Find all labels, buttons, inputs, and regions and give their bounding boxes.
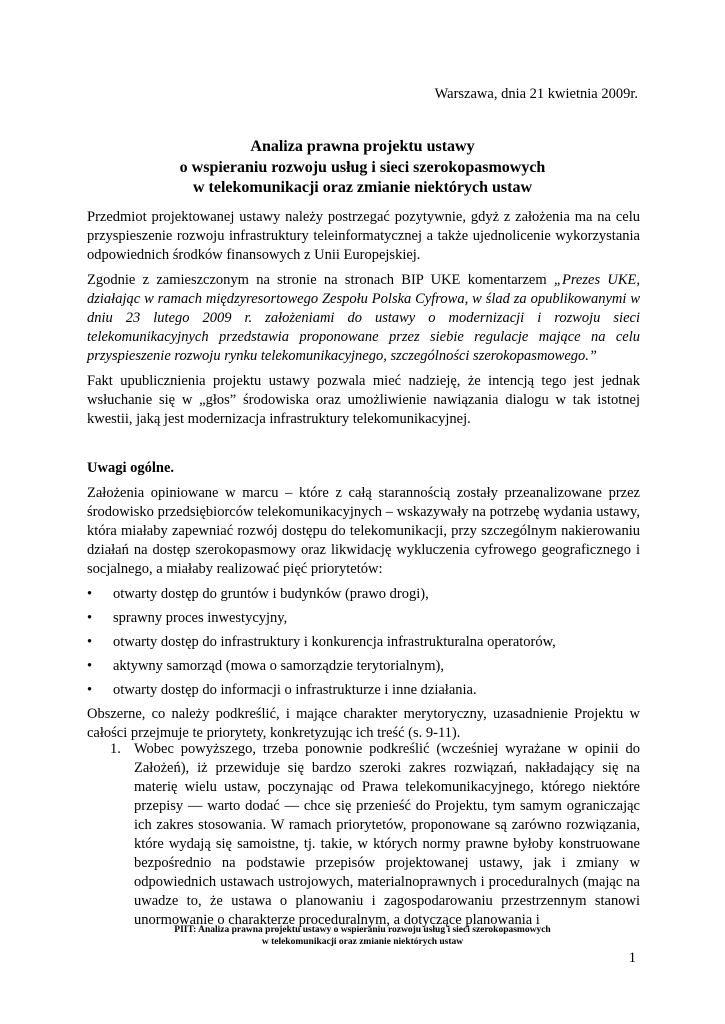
title-line-1: Analiza prawna projektu ustawy <box>250 138 475 155</box>
paragraph-assumptions: Założenia opiniowane w marcu – które z całą starannością zostały przeanalizowane przez środowisko przedsiębiorców telekomunikacyjnych – wskazywały na potrzebę wydania ustawy, która miałaby zapewniać rozwój dostępu do telekomunikacji, przy szczególnym nakierowaniu działań na dostęp szerokopasmowy oraz likwidację wykluczenia cyfrowego geograficznego i socjalnego, a miałaby realizować pięć priorytetów: <box>87 485 640 577</box>
title-line-3: w telekomunikacji oraz zmianie niektórych ustaw <box>192 179 533 196</box>
numbered-item-1 <box>110 740 640 930</box>
list-item: • sprawny proces inwestycyjny, <box>87 609 640 628</box>
footer-line-2: w telekomunikacji oraz zmianie niektórych ustaw <box>261 937 464 947</box>
title-line-2: o wspieraniu rozwoju usług i sieci szerokopasmowych <box>179 158 546 176</box>
uke-quote: „Prezes UKE, działając w ramach międzyresortowego Zespołu Polska Cyfrowa, w ślad za opublikowanymi w dniu 23 lutego 2009 r. założeniami do ustawy o modernizacji i rozwoju sieci telekomunikacyjnych przedstawia proponowane przez siebie regulacje mające na celu przyspieszenie rozwoju rynku telekomunikacyjnego, szczególności szerokopasmowego.” <box>87 272 641 364</box>
section-heading-general: Uwagi ogólne. <box>87 460 174 476</box>
paragraph-justification: Obszerne, co należy podkreślić, i mające charakter merytoryczny, uzasadnienie Projektu w całości przejmuje te priorytety, konkretyzując ich treść (s. 9-11). <box>87 706 640 741</box>
paragraph-intro: Przedmiot projektowanej ustawy należy postrzegać pozytywnie, gdyż z założenia ma na celu przyspieszenie rozwoju infrastruktury teleinformatycznej a także ujednolicenie wykorzystania odpowiednich środków finansowych z Unii Europejskiej. <box>87 209 640 263</box>
list-item: • otwarty dostęp do gruntów i budynków (prawo drogi), <box>87 585 640 604</box>
list-item: • otwarty dostęp do informacji o infrastrukturze i inne działania. <box>87 681 640 700</box>
page-footer <box>130 924 595 948</box>
paragraph-uke-lead: Zgodnie z zamieszczonym na stronie na stronach BIP UKE komentarzem <box>87 272 554 288</box>
document-date: Warszawa, dnia 21 kwietnia 2009r. <box>434 86 638 102</box>
document-title <box>84 137 641 199</box>
page-number: 1 <box>628 950 636 966</box>
document-body <box>87 208 640 749</box>
list-item: • aktywny samorząd (mowa o samorządzie terytorialnym), <box>87 657 640 676</box>
item-number: 1. <box>110 741 121 757</box>
list-item: • otwarty dostęp do infrastruktury i konkurencja infrastrukturalna operatorów, <box>87 633 640 652</box>
footer-line-1: PIIT: Analiza prawna projektu ustawy o wspieraniu rozwoju usług i sieci szerokopasmowych <box>174 925 551 935</box>
paragraph-uke-comment <box>87 271 640 366</box>
paragraph-publication: Fakt upublicznienia projektu ustawy pozwala mieć nadzieję, że intencją tego jest jednak wsłuchanie się w „głos” środowiska oraz umożliwienie nawiązania dialogu w tak istotnej kwestii, jaką jest modernizacja infrastruktury telekomunikacyjnej. <box>87 373 640 427</box>
priorities-list <box>87 585 640 700</box>
numbered-item-text: Wobec powyższego, trzeba ponownie podkreślić (wcześniej wyrażane w opinii do Założeń), iż przewiduje się bardzo szeroki zakres rozwiązań, nakładający się na materię wielu ustaw, poczynając od Prawa telekomunikacyjnego, którego niektóre przepisy — warto dodać — chce się przenieść do Projektu, tym samym ograniczając ich zakres stosowania. W ramach priorytetów, proponowane są zarówno rozwiązania, które wydają się samoistne, tj. takie, w których normy prawne byłoby konstruowane bezpośrednio na podstawie przepisów projektowanej ustawy, jak i zmiany w odpowiednich ustawach ustrojowych, materialnoprawnych i proceduralnych (mając na uwadze to, że ustawa o planowaniu i zagospodarowaniu przestrzennym stanowi unormowanie o charakterze proceduralnym, a dotyczące planowania i <box>134 741 640 928</box>
